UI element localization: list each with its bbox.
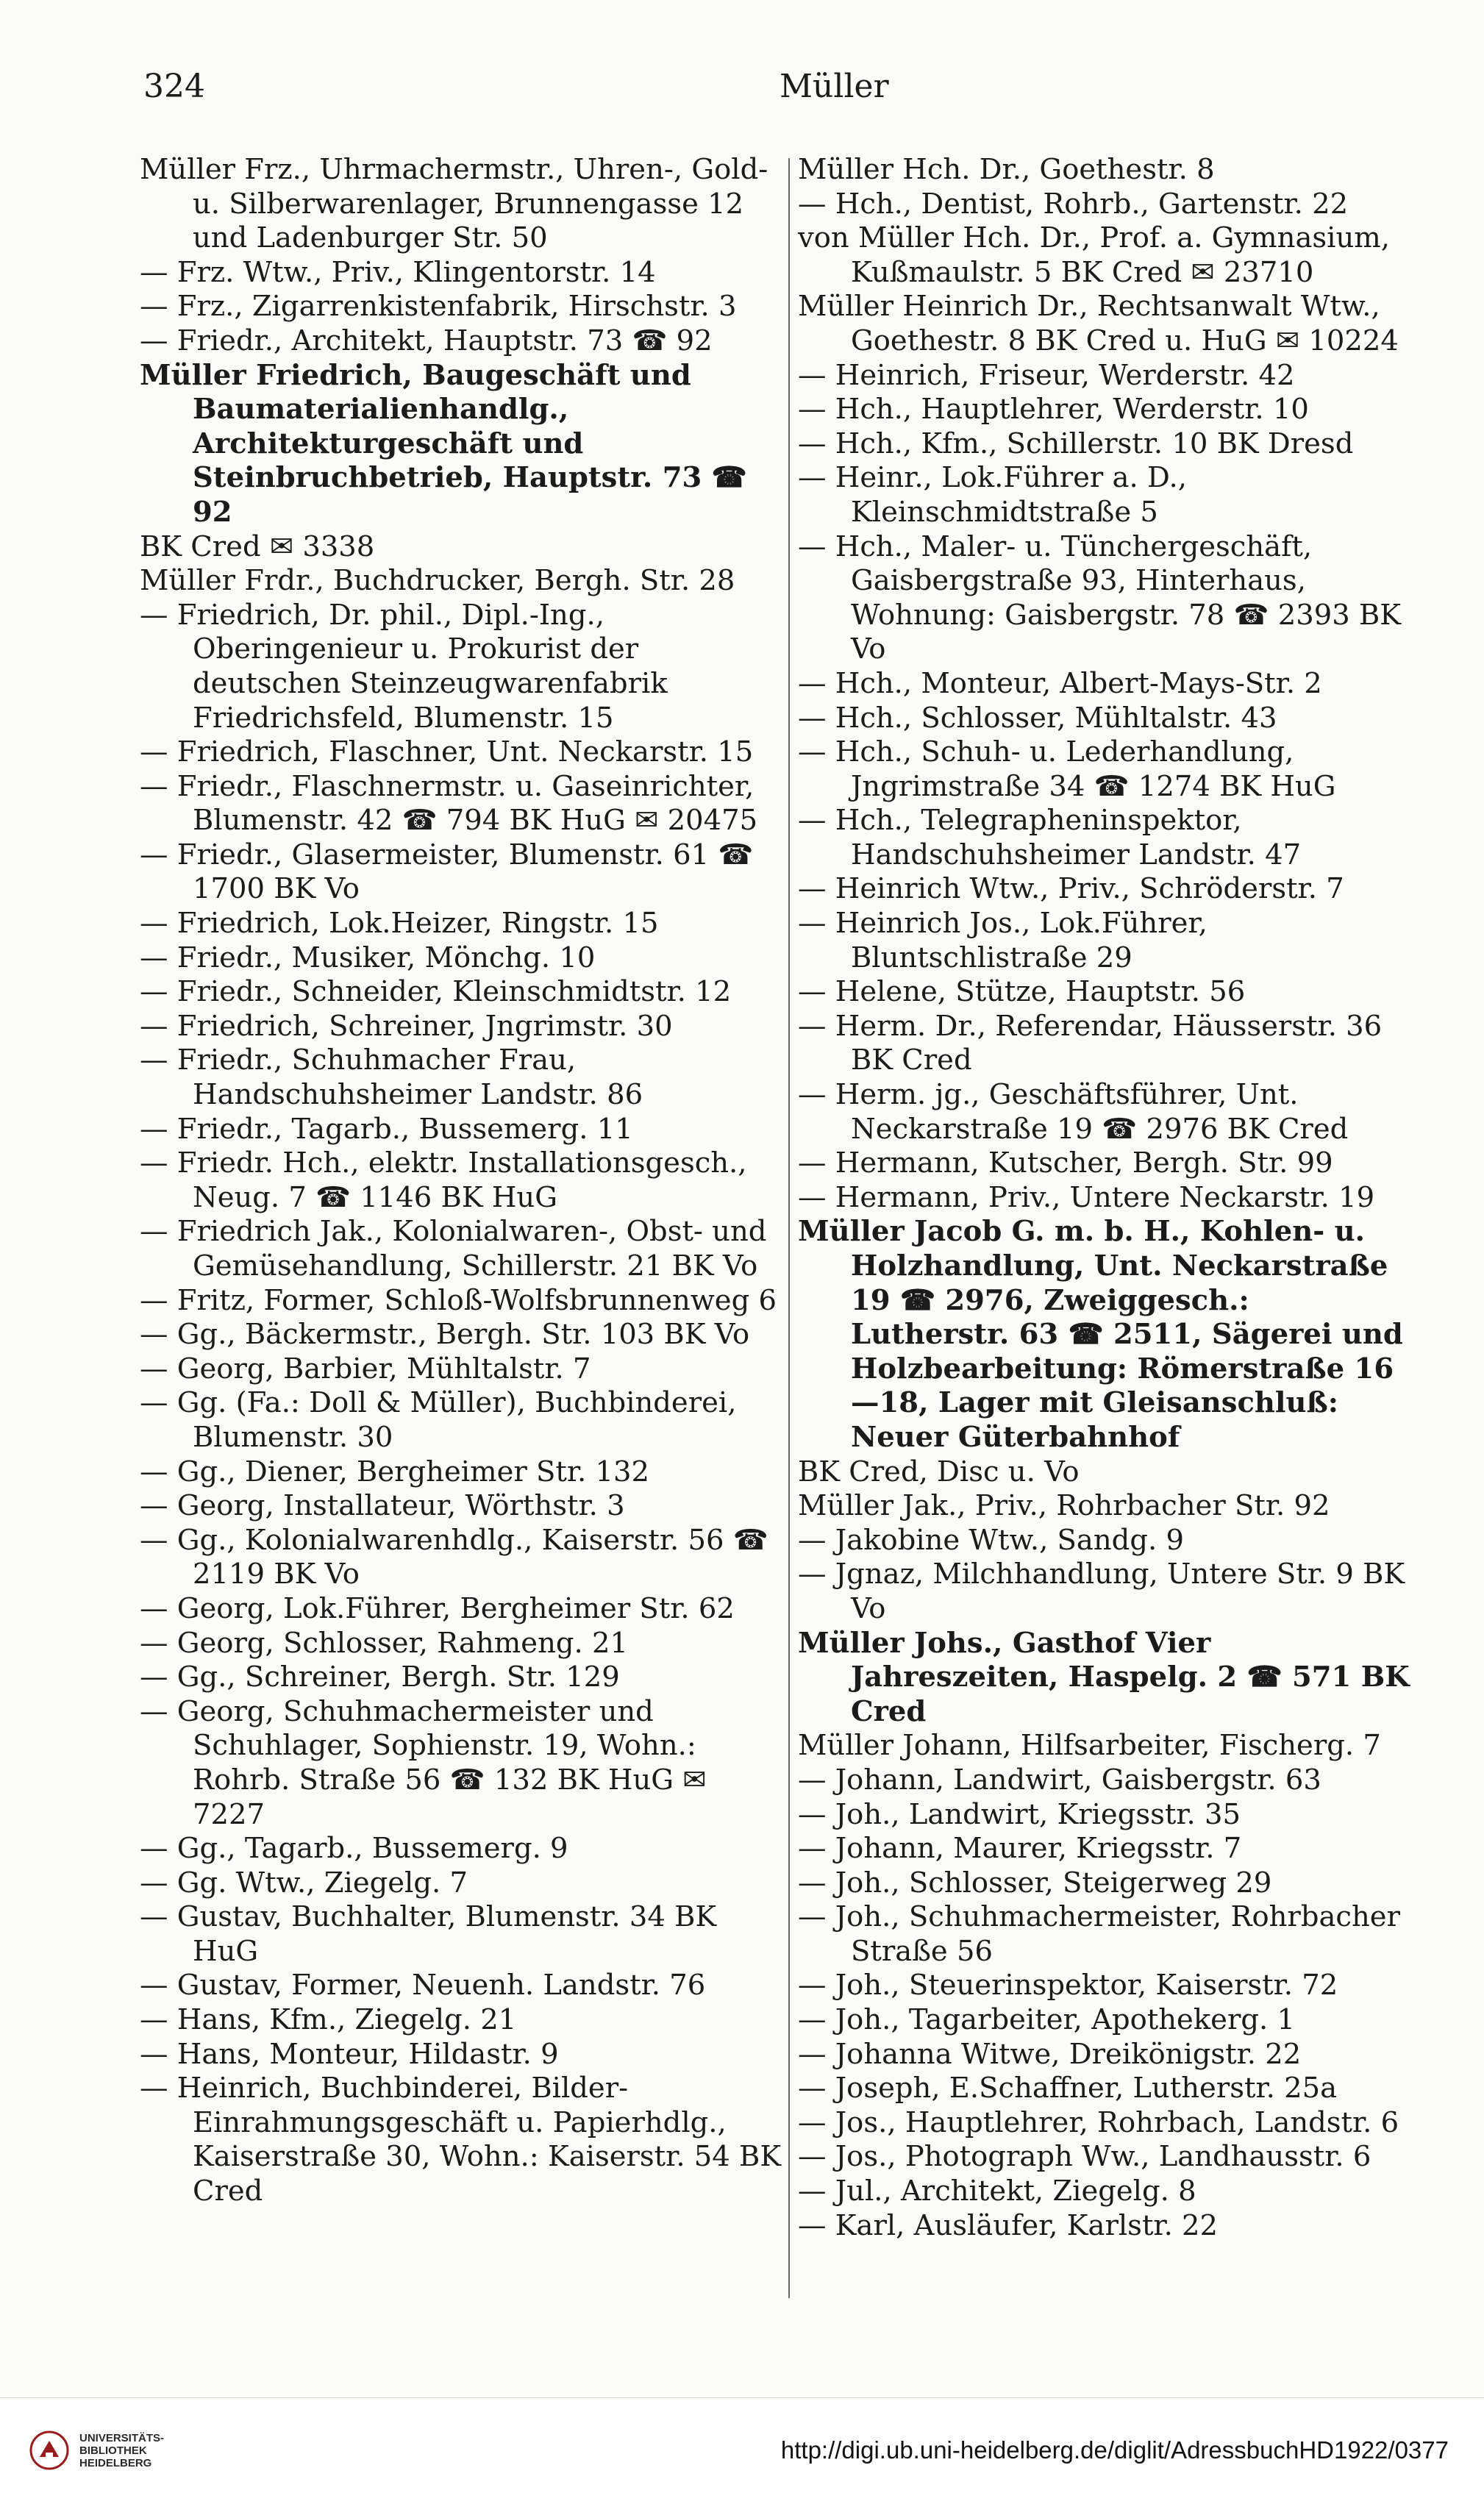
directory-entry: — Joh., Schlosser, Steigerweg 29 <box>798 1866 1272 1900</box>
directory-entry: — Fritz, Former, Schloß-Wolfsbrunnenweg 6 <box>140 1283 777 1317</box>
directory-entry: — Gg., Diener, Bergheimer Str. 132 <box>140 1455 649 1488</box>
directory-entry: von Müller Hch. Dr., Prof. a. Gymnasium, Kußmaulstr. 5 BK Cred ✉ 23710 <box>798 221 1391 289</box>
logo-line: HEIDELBERG <box>79 2456 152 2469</box>
directory-entry: Müller Jak., Priv., Rohrbacher Str. 92 <box>798 1489 1330 1523</box>
directory-entry: — Hch., Maler- u. Tünchergeschäft, Gaisbergstraße 93, Hinterhaus, Wohnung: Gaisbergstr. 78 ☎ 2393 BK Vo <box>798 529 1402 666</box>
directory-entry: Müller Heinrich Dr., Rechtsanwalt Wtw., Goethestr. 8 BK Cred u. HuG ✉ 10224 <box>798 290 1399 357</box>
directory-entry: — Georg, Schuhmachermeister und Schuhlager, Sophienstr. 19, Wohn.: Rohrb. Straße 56 ☎ 132 BK HuG ✉ 7227 <box>140 1694 707 1831</box>
directory-entry: BK Cred ✉ 3338 <box>140 529 375 563</box>
directory-entry: — Herm. Dr., Referendar, Häusserstr. 36 BK Cred <box>798 1009 1383 1077</box>
directory-entry: — Friedr., Schneider, Kleinschmidtstr. 12 <box>140 975 732 1009</box>
directory-entry: — Georg, Schlosser, Rahmeng. 21 <box>140 1626 628 1660</box>
directory-entry: Müller Frz., Uhrmachermstr., Uhren-, Gold- u. Silberwarenlager, Brunnengasse 12 und Ladenburger Str. 50 <box>140 153 768 255</box>
directory-entry: — Helene, Stütze, Hauptstr. 56 <box>798 975 1246 1009</box>
directory-entry: — Hans, Monteur, Hildastr. 9 <box>140 2037 559 2071</box>
directory-entry: — Georg, Installateur, Wörthstr. 3 <box>140 1489 625 1523</box>
directory-entry: — Johann, Landwirt, Gaisbergstr. 63 <box>798 1763 1321 1797</box>
directory-entry: — Friedr., Flaschnermstr. u. Gaseinrichter, Blumenstr. 42 ☎ 794 BK HuG ✉ 20475 <box>140 769 758 838</box>
directory-entry: — Georg, Barbier, Mühltalstr. 7 <box>140 1352 591 1385</box>
directory-entry: — Hans, Kfm., Ziegelg. 21 <box>140 2003 517 2037</box>
directory-entry: — Joh., Tagarbeiter, Apothekerg. 1 <box>798 2003 1295 2037</box>
logo-line: BIBLIOTHEK <box>79 2444 147 2457</box>
directory-entry: — Friedr., Musiker, Mönchg. 10 <box>140 941 596 974</box>
directory-entry: — Hch., Schlosser, Mühltalstr. 43 <box>798 701 1277 735</box>
directory-entry: Müller Johs., Gasthof Vier Jahreszeiten, Haspelg. 2 ☎ 571 BK Cred <box>798 1626 1410 1728</box>
directory-entry: — Gg., Tagarb., Bussemerg. 9 <box>140 1832 568 1866</box>
directory-entry: — Frz., Zigarrenkistenfabrik, Hirschstr. 3 <box>140 290 737 324</box>
directory-entry: — Friedr., Tagarb., Bussemerg. 11 <box>140 1112 633 1146</box>
column-divider <box>788 158 790 2298</box>
directory-entry: — Johann, Maurer, Kriegsstr. 7 <box>798 1832 1242 1866</box>
directory-entry: BK Cred, Disc u. Vo <box>798 1455 1080 1488</box>
directory-entry: — Friedrich, Dr. phil., Dipl.-Ing., Oberingenieur u. Prokurist der deutschen Steinzeugwarenfabrik Friedrichsfeld, Blumenstr. 15 <box>140 598 668 735</box>
directory-entry: — Heinr., Lok.Führer a. D., Kleinschmidtstraße 5 <box>798 461 1187 529</box>
directory-entry: — Jos., Photograph Ww., Landhausstr. 6 <box>798 2140 1371 2174</box>
directory-entry: — Hch., Monteur, Albert-Mays-Str. 2 <box>798 666 1322 700</box>
directory-entry: — Joseph, E.Schaffner, Lutherstr. 25a <box>798 2072 1338 2105</box>
directory-entry: — Gg. Wtw., Ziegelg. 7 <box>140 1866 468 1900</box>
directory-entry: — Frz. Wtw., Priv., Klingentorstr. 14 <box>140 255 656 289</box>
directory-entry: — Hch., Dentist, Rohrb., Gartenstr. 22 <box>798 187 1349 221</box>
directory-entry: — Heinrich Wtw., Priv., Schröderstr. 7 <box>798 872 1344 906</box>
directory-entry: — Johanna Witwe, Dreikönigstr. 22 <box>798 2037 1302 2071</box>
directory-entry: — Heinrich, Friseur, Werderstr. 42 <box>798 358 1295 392</box>
directory-entry: — Gustav, Buchhalter, Blumenstr. 34 BK HuG <box>140 1900 717 1968</box>
directory-entry: — Friedrich, Lok.Heizer, Ringstr. 15 <box>140 907 659 941</box>
directory-entry: — Friedr., Architekt, Hauptstr. 73 ☎ 92 <box>140 324 713 357</box>
library-seal-icon <box>29 2430 69 2470</box>
directory-entry: — Heinrich, Buchbinderei, Bilder-Einrahmungsgeschäft u. Papierhdlg., Kaiserstraße 30, Wohn.: Kaiserstr. 54 BK Cred <box>140 2072 782 2208</box>
directory-entry: Müller Jacob G. m. b. H., Kohlen- u. Holzhandlung, Unt. Neckarstraße 19 ☎ 2976, Zweiggesch.: Lutherstr. 63 ☎ 2511, Sägerei und Holzbearbeitung: Römerstraße 16—18, Lager mit Gleisanschluß: Neuer Güterbahnhof <box>798 1215 1403 1454</box>
directory-entry: — Jul., Architekt, Ziegelg. 8 <box>798 2175 1196 2208</box>
directory-entry: — Karl, Ausläufer, Karlstr. 22 <box>798 2208 1219 2242</box>
directory-entry: — Hch., Schuh- u. Lederhandlung, Jngrimstraße 34 ☎ 1274 BK HuG <box>798 735 1336 803</box>
directory-entry: Müller Hch. Dr., Goethestr. 8 <box>798 153 1215 186</box>
directory-entry: — Hermann, Kutscher, Bergh. Str. 99 <box>798 1146 1333 1180</box>
library-logo-text <box>79 2432 164 2469</box>
directory-entry: — Jos., Hauptlehrer, Rohrbach, Landstr. 6 <box>798 2105 1399 2139</box>
library-logo[interactable] <box>29 2430 164 2470</box>
directory-entry: — Friedrich Jak., Kolonialwaren-, Obst- und Gemüsehandlung, Schillerstr. 21 BK Vo <box>140 1215 767 1283</box>
directory-entry: — Joh., Steuerinspektor, Kaiserstr. 72 <box>798 1969 1338 2002</box>
directory-entry: — Hch., Hauptlehrer, Werderstr. 10 <box>798 393 1309 427</box>
directory-entry: — Friedr. Hch., elektr. Installationsgesch., Neug. 7 ☎ 1146 BK HuG <box>140 1146 747 1214</box>
directory-entry: — Friedr., Schuhmacher Frau, Handschuhsheimer Landstr. 86 <box>140 1044 643 1112</box>
directory-entry: — Gustav, Former, Neuenh. Landstr. 76 <box>140 1969 706 2002</box>
directory-entry: — Hch., Kfm., Schillerstr. 10 BK Dresd <box>798 427 1354 460</box>
right-column <box>798 153 1416 2243</box>
directory-entry: Müller Johann, Hilfsarbeiter, Fischerg. 7 <box>798 1729 1381 1763</box>
directory-entry: — Gg. (Fa.: Doll & Müller), Buchbinderei, Blumenstr. 30 <box>140 1386 737 1454</box>
page-number: 324 <box>143 68 205 105</box>
source-url-link[interactable]: http://digi.ub.uni-heidelberg.de/diglit/AdressbuchHD1922/0377 <box>780 2436 1449 2464</box>
viewer-footer <box>0 2397 1484 2504</box>
directory-entry: Müller Frdr., Buchdrucker, Bergh. Str. 28 <box>140 564 735 598</box>
directory-entry: — Friedrich, Flaschner, Unt. Neckarstr. 15 <box>140 735 754 769</box>
directory-entry: — Jgnaz, Milchhandlung, Untere Str. 9 BK Vo <box>798 1558 1405 1625</box>
directory-entry: — Herm. jg., Geschäftsführer, Unt. Neckarstraße 19 ☎ 2976 BK Cred <box>798 1078 1349 1146</box>
logo-line: UNIVERSITÄTS- <box>79 2431 165 2444</box>
left-column <box>140 153 783 2209</box>
directory-entry: — Hch., Telegrapheninspektor, Handschuhsheimer Landstr. 47 <box>798 804 1302 871</box>
directory-entry: — Friedr., Glasermeister, Blumenstr. 61 ☎ 1700 BK Vo <box>140 838 754 906</box>
page-title: Müller <box>780 68 889 105</box>
directory-entry: — Jakobine Wtw., Sandg. 9 <box>798 1523 1184 1557</box>
directory-entry: — Joh., Landwirt, Kriegsstr. 35 <box>798 1797 1241 1831</box>
directory-entry: — Gg., Bäckermstr., Bergh. Str. 103 BK Vo <box>140 1318 750 1352</box>
directory-entry: — Heinrich Jos., Lok.Führer, Bluntschlistraße 29 <box>798 907 1207 974</box>
directory-entry: — Hermann, Priv., Untere Neckarstr. 19 <box>798 1180 1375 1214</box>
directory-entry: — Gg., Kolonialwarenhdlg., Kaiserstr. 56 ☎ 2119 BK Vo <box>140 1523 768 1591</box>
page-header <box>0 0 1484 147</box>
directory-entry: — Joh., Schuhmachermeister, Rohrbacher Straße 56 <box>798 1900 1400 1968</box>
directory-entry: Müller Friedrich, Baugeschäft und Baumaterialienhandlg., Architekturgeschäft und Steinbruchbetrieb, Hauptstr. 73 ☎ 92 <box>140 358 747 529</box>
directory-entry: — Georg, Lok.Führer, Bergheimer Str. 62 <box>140 1591 735 1625</box>
directory-entry: — Gg., Schreiner, Bergh. Str. 129 <box>140 1661 620 1694</box>
directory-entry: — Friedrich, Schreiner, Jngrimstr. 30 <box>140 1009 673 1043</box>
